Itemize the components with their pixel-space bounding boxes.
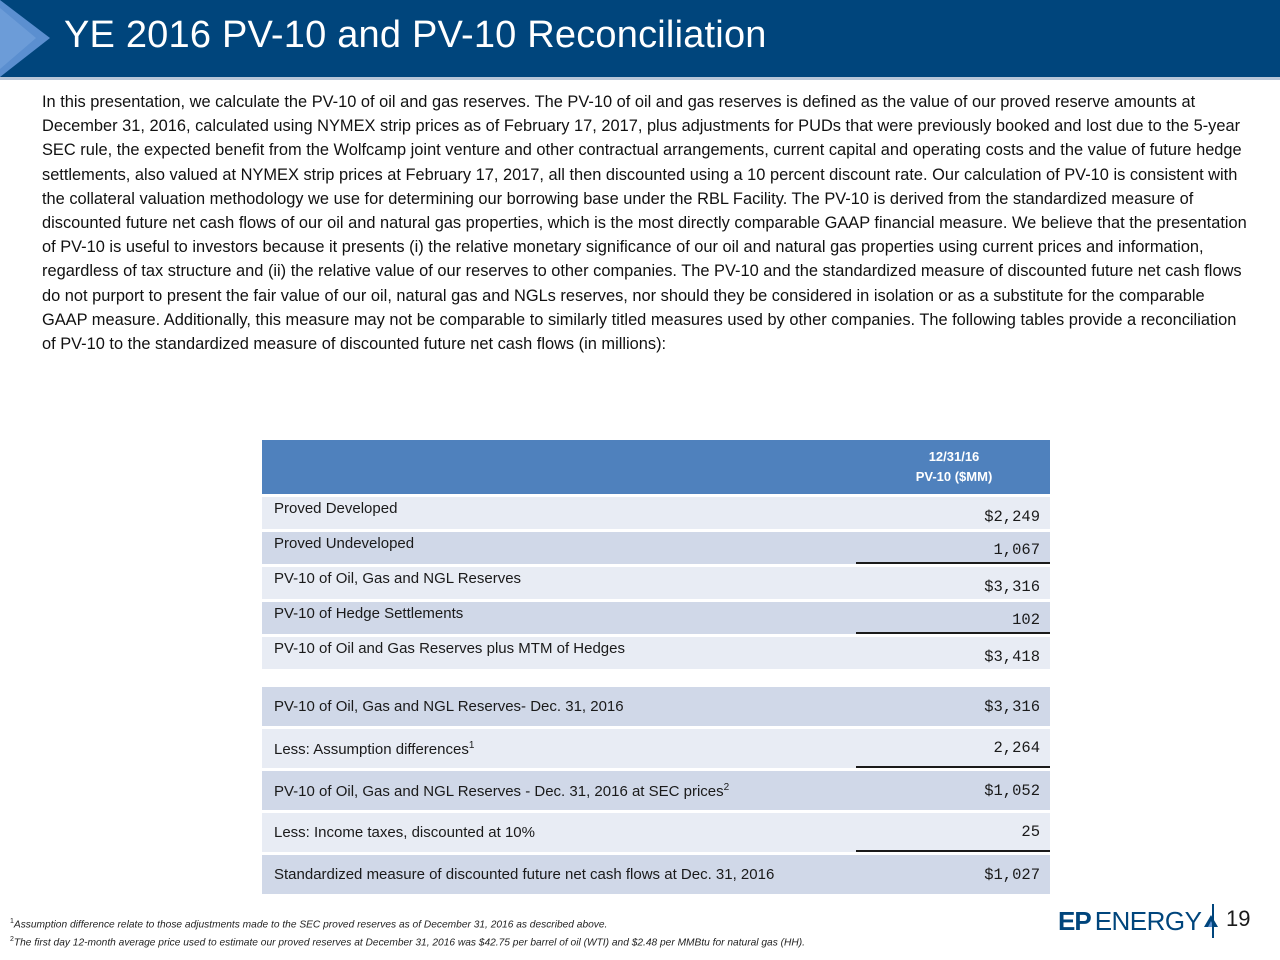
logo-energy-text: ENERGY [1094,905,1202,936]
slide-header [0,0,1280,78]
reconciliation-table [262,684,1050,897]
row-label: Proved Developed [262,497,856,529]
table-header-value [856,440,1050,494]
row-value: 102 [856,602,1050,634]
row-label: Standardized measure of discounted future net cash flows at Dec. 31, 2016 [262,855,856,894]
footnote-1: $^1$Assumption difference relate to those adjustments made to the SEC proved reserves as of December 31, 2016 as described above. [10,918,608,931]
header-date: 12/31/16 [928,449,980,464]
row-label: PV-10 of Oil, Gas and NGL Reserves [262,567,856,599]
row-value: $3,316 [856,567,1050,599]
row-value: $2,249 [856,497,1050,529]
slide-title: YE 2016 PV-10 and PV-10 Reconciliation [64,14,767,56]
flame-icon [1204,915,1218,927]
row-value: $3,316 [856,687,1050,726]
row-label: Less: Assumption differences$^1$ [262,729,856,768]
footnote-marker: 1 [468,739,475,751]
table-row [262,497,1050,529]
page-number-divider [1212,904,1214,938]
row-label: PV-10 of Oil, Gas and NGL Reserves - Dec. 31, 2016 at SEC prices$^2$ [262,771,856,810]
table-row [262,567,1050,599]
pv10-table [262,437,1050,672]
row-label: PV-10 of Hedge Settlements [262,602,856,634]
row-value: 2,264 [856,729,1050,768]
row-value: $1,027 [856,855,1050,894]
row-label: Less: Income taxes, discounted at 10% [262,813,856,852]
header-label: PV-10 ($MM) [915,469,993,484]
table-row [262,729,1050,768]
row-value: $3,418 [856,637,1050,669]
table-row [262,687,1050,726]
ep-energy-logo [1058,906,1218,936]
table-row [262,532,1050,564]
row-value: 1,067 [856,532,1050,564]
page-number: 19 [1226,906,1251,931]
footnotes [10,914,805,951]
header-divider [0,77,1280,80]
row-label: PV-10 of Oil, Gas and NGL Reserves- Dec. 31, 2016 [262,687,856,726]
row-label: PV-10 of Oil and Gas Reserves plus MTM of Hedges [262,637,856,669]
logo-ep-text: EP [1058,905,1091,936]
table-row [262,637,1050,669]
chevron-right-icon [0,0,50,77]
intro-paragraph: In this presentation, we calculate the PV-10 of oil and gas reserves. The PV-10 of oil and gas reserves is defined as the value of our proved reserve amounts at December 31, 2016, calculated using NYMEX strip prices as of February 17, 2017, plus adjustments for PUDs that were previously booked and lost due to the 5-year SEC rule, the expected benefit from the Wolfcamp joint venture and other contractual arrangements, current capital and operating costs and the value of future hedge settlements, also valued at NYMEX strip prices at February 17, 2017, all then discounted using a 10 percent discount rate. Our calculation of PV-10 is consistent with the collateral valuation methodology we use for determining our borrowing base under the RBL Facility. The PV-10 is derived from the standardized measure of discounted future net cash flows of our oil and natural gas properties, which is the most directly comparable GAAP financial measure. We believe that the presentation of PV-10 is useful to investors because it presents (i) the relative monetary significance of our oil and natural gas properties using current prices and information, regardless of tax structure and (ii) the relative value of our reserves to other companies. The PV-10 and the standardized measure of discounted future net cash flows do not purport to present the fair value of our oil, natural gas and NGLs reserves, nor should they be considered in isolation or as a substitute for the comparable GAAP measure. Additionally, this measure may not be comparable to similarly titled measures used by other companies. The following tables provide a reconciliation of PV-10 to the standardized measure of discounted future net cash flows (in millions): [42,93,1247,354]
row-value: 25 [856,813,1050,852]
table-row [262,813,1050,852]
footnote-marker: 2 [723,781,730,793]
row-value: $1,052 [856,771,1050,810]
table-header-row [262,440,1050,494]
table-row [262,602,1050,634]
row-label: Proved Undeveloped [262,532,856,564]
footnote-2: $^2$The first day 12-month average price used to estimate our proved reserves at December 31, 2016 was $42.75 per barrel of oil (WTI) and $2.48 per MMBtu for natural gas (HH). [10,936,805,949]
table-row [262,855,1050,894]
table-header-blank [262,440,856,494]
table-row [262,771,1050,810]
